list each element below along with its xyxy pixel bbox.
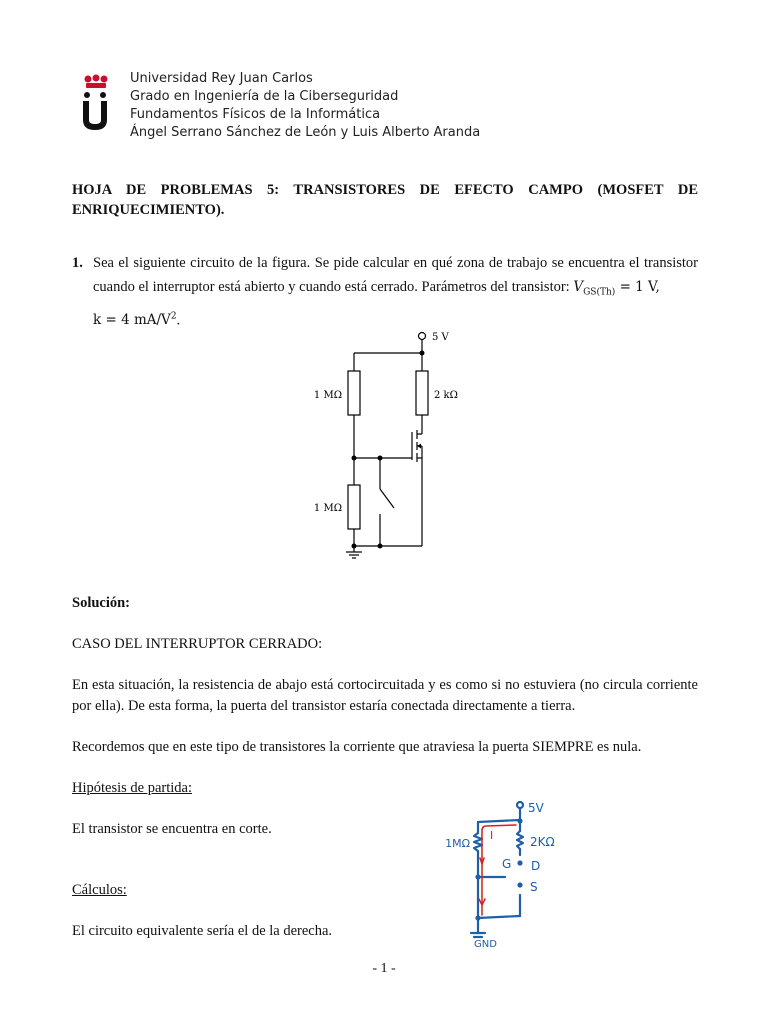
sketch-r1-label: 1MΩ [445, 837, 470, 850]
course-name: Fundamentos Físicos de la Informática [130, 107, 381, 122]
param-vgs [573, 279, 660, 298]
sketch-supply-label: 5V [528, 801, 544, 815]
vgs-subscript: GS(Th) [583, 287, 616, 298]
r2-label: 1 MΩ [313, 503, 342, 514]
institution-info [130, 70, 480, 142]
authors: Ángel Serrano Sánchez de León y Luis Alberto Aranda [130, 125, 481, 140]
k-exponent: 2 [170, 311, 177, 322]
supply-label: 5 V [432, 332, 449, 343]
sketch-ground-label: GND [474, 939, 497, 950]
sketch-rd-label: 2KΩ [530, 835, 555, 849]
problem-number: 1. [72, 255, 83, 271]
sketch-source-label: S [530, 880, 538, 894]
problem-end: . [176, 312, 181, 329]
equivalent-circuit-sketch [430, 795, 580, 953]
param-k [93, 312, 177, 328]
k-value: k = 4 mA/V [93, 312, 171, 329]
sketch-current-label: I [490, 829, 494, 842]
circuit-diagram [300, 326, 470, 562]
solution-heading: Solución: [72, 595, 131, 611]
problem-1 [72, 251, 698, 332]
solution-paragraph-2: Recordemos que en este tipo de transistores la corriente que atraviesa la puerta SIEMPRE es nula. [72, 739, 642, 755]
sketch-drain-label: D [531, 859, 541, 873]
vgs-value: = 1 V, [615, 279, 660, 295]
case-heading: CASO DEL INTERRUPTOR CERRADO: [72, 636, 323, 652]
calculations-text: El circuito equivalente sería el de la derecha. [72, 923, 333, 939]
sheet-title: HOJA DE PROBLEMAS 5: TRANSISTORES DE EFECTO CAMPO (MOSFET DE ENRIQUECIMIENTO). [72, 182, 698, 218]
rd-label: 2 kΩ [434, 390, 458, 401]
university-logo [74, 74, 114, 132]
r1-label: 1 MΩ [313, 390, 342, 401]
problem-statement [93, 251, 698, 332]
solution-paragraph-1: En esta situación, la resistencia de abajo está cortocircuitada y es como si no estuviera (no circula corriente por ella). De esta forma, la puerta del transistor estaría conectada directamente a tierra. [72, 677, 698, 714]
page-number: - 1 - [372, 961, 396, 976]
sketch-gate-label: G [502, 857, 512, 871]
degree-name: Grado en Ingeniería de la Ciberseguridad [130, 89, 399, 104]
university-name: Universidad Rey Juan Carlos [130, 71, 313, 86]
problem-text: Sea el siguiente circuito de la figura. Se pide calcular en qué zona de trabajo se encuentra el transistor cuando el interruptor está abierto y cuando está cerrado. Parámetros del transistor: [93, 255, 698, 295]
calculations-heading: Cálculos: [72, 882, 127, 898]
hypothesis-heading: Hipótesis de partida: [72, 780, 193, 796]
vgs-symbol: V [573, 279, 584, 295]
hypothesis-text: El transistor se encuentra en corte. [72, 821, 272, 837]
